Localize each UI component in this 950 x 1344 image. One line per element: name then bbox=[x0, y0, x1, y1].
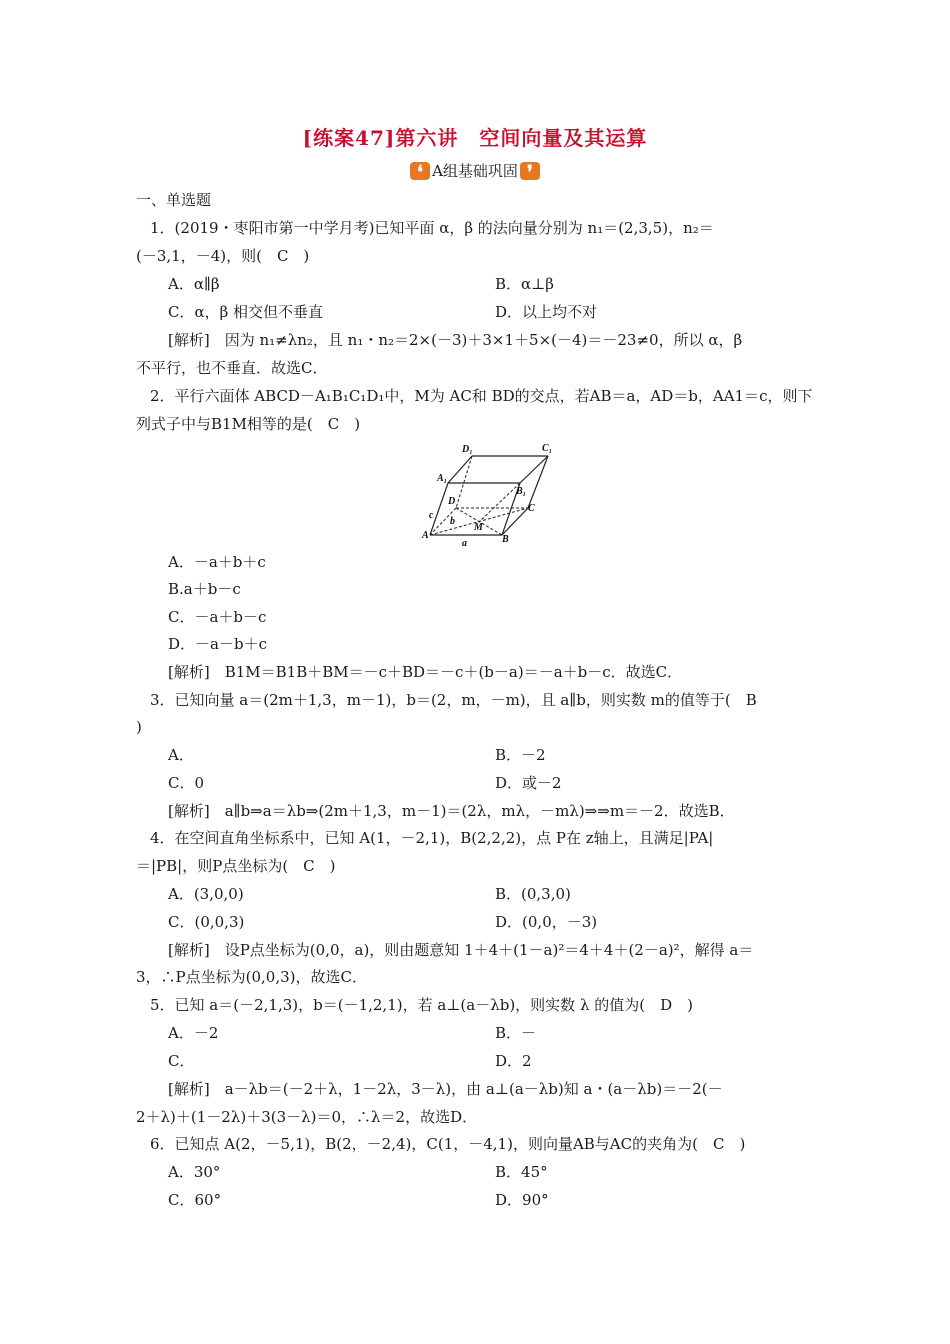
question-5-option-a: A．－2 bbox=[168, 1024, 219, 1042]
question-5-option-d: D．2 bbox=[495, 1052, 532, 1070]
question-3-option-a: A． bbox=[168, 746, 194, 764]
question-2-stem: 2．平行六面体 ABCD－A₁B₁C₁D₁中，M为 AC和 BD的交点，若AB＝a，AD＝b，AA1＝c，则下 bbox=[150, 387, 813, 405]
label-b: B bbox=[502, 534, 509, 545]
question-3-solution: [解析] a∥b⇒a＝λb⇒(2m＋1,3，m－1)＝(2λ，mλ，－mλ)⇒⇒m＝－2．故选B． bbox=[168, 802, 735, 820]
question-6-option-d: D．90° bbox=[495, 1191, 549, 1209]
question-2-solution: [解析] B1M＝B1B＋BM＝－c＋BD＝－c＋(b－a)＝－a＋b－c．故选C． bbox=[168, 663, 683, 681]
question-3-stem-cont: ) bbox=[136, 718, 142, 736]
question-3-option-c: C．0 bbox=[168, 774, 205, 792]
question-6-option-b: B．45° bbox=[495, 1163, 548, 1181]
question-6-option-c: C．60° bbox=[168, 1191, 222, 1209]
question-5-option-b: B．－ bbox=[495, 1024, 537, 1042]
question-4-solution: [解析] 设P点坐标为(0,0，a)，则由题意知 1＋4＋(1－a)²＝4＋4＋(2－a)²，解得 a＝ bbox=[168, 941, 754, 959]
label-m: M bbox=[474, 522, 483, 533]
question-1-option-d: D．以上均不对 bbox=[495, 303, 598, 321]
question-4-option-d: D．(0,0，－3) bbox=[495, 913, 598, 931]
question-3-stem: 3．已知向量 a＝(2m＋1,3，m－1)，b＝(2，m，－m)，且 a∥b，则实数 m的值等于( B bbox=[150, 691, 757, 709]
label-b-vector: b bbox=[450, 516, 455, 527]
question-1-option-a: A．α∥β bbox=[168, 275, 220, 293]
question-2-option-b: B.a＋b－c bbox=[168, 580, 241, 598]
question-1-solution: [解析] 因为 n₁≠λn₂，且 n₁・n₂＝2×(－3)＋3×1＋5×(－4)＝－23≠0，所以 α，β bbox=[168, 331, 743, 349]
question-1-stem-cont: (－3,1，－4)，则( C ) bbox=[136, 247, 310, 265]
question-3-option-d: D．或－2 bbox=[495, 774, 562, 792]
parallelepiped-figure bbox=[420, 438, 553, 549]
label-a-vector: a bbox=[462, 538, 467, 549]
section-heading: 一、单选题 bbox=[136, 191, 212, 209]
question-2-option-c: C．－a＋b－c bbox=[168, 608, 267, 626]
label-b1: B₁ bbox=[516, 486, 527, 497]
label-c-vector: c bbox=[429, 510, 434, 521]
question-1-stem: 1．(2019・枣阳市第一中学月考)已知平面 α，β 的法向量分别为 n₁＝(2,3,5)，n₂＝ bbox=[150, 219, 714, 237]
question-1-option-b: B．α⊥β bbox=[495, 275, 554, 293]
question-2-option-a: A．－a＋b＋c bbox=[168, 553, 266, 571]
question-6-stem: 6．已知点 A(2，－5,1)，B(2，－2,4)，C(1，－4,1)，则向量AB与AC的夹角为( C ) bbox=[150, 1135, 746, 1153]
label-c1: C₁ bbox=[542, 443, 553, 454]
label-d: D bbox=[448, 496, 456, 507]
label-c: C bbox=[528, 503, 535, 514]
page-title: [练案47]第六讲 空间向量及其运算 bbox=[302, 126, 648, 150]
quote-open-icon: ❛ bbox=[410, 162, 430, 180]
question-4-stem-cont: ＝|PB|，则P点坐标为( C ) bbox=[136, 857, 336, 875]
question-5-option-c: C． bbox=[168, 1052, 195, 1070]
group-heading bbox=[0, 160, 950, 181]
question-4-option-b: B．(0,3,0) bbox=[495, 885, 571, 903]
label-a: A bbox=[422, 530, 429, 541]
question-5-solution-cont: 2＋λ)＋(1－2λ)＋3(3－λ)＝0，∴λ＝2，故选D． bbox=[136, 1108, 478, 1126]
question-1-solution-cont: 不平行，也不垂直．故选C． bbox=[136, 359, 328, 377]
question-4-option-c: C．(0,0,3) bbox=[168, 913, 245, 931]
question-2-stem-cont: 列式子中与B1M相等的是( C ) bbox=[136, 415, 361, 433]
question-5-stem: 5．已知 a＝(－2,1,3)，b＝(－1,2,1)，若 a⊥(a－λb)，则实数 λ 的值为( D ) bbox=[150, 996, 693, 1014]
question-3-option-b: B．－2 bbox=[495, 746, 546, 764]
question-4-stem: 4．在空间直角坐标系中，已知 A(1，－2,1)，B(2,2,2)，点 P在 z轴上，且满足|PA| bbox=[150, 829, 714, 847]
question-6-option-a: A．30° bbox=[168, 1163, 221, 1181]
question-1-option-c: C．α，β 相交但不垂直 bbox=[168, 303, 324, 321]
question-4-option-a: A．(3,0,0) bbox=[168, 885, 244, 903]
question-4-solution-cont: 3，∴P点坐标为(0,0,3)，故选C． bbox=[136, 968, 367, 986]
quote-close-icon: ❜ bbox=[520, 162, 540, 180]
label-a1: A₁ bbox=[437, 473, 448, 484]
group-label: A组基础巩固 bbox=[432, 162, 518, 180]
question-2-option-d: D．－a－b＋c bbox=[168, 635, 267, 653]
question-5-solution: [解析] a－λb＝(－2＋λ，1－2λ，3－λ)，由 a⊥(a－λb)知 a・(a－λb)＝－2(－ bbox=[168, 1080, 723, 1098]
label-d1: D₁ bbox=[462, 444, 473, 455]
